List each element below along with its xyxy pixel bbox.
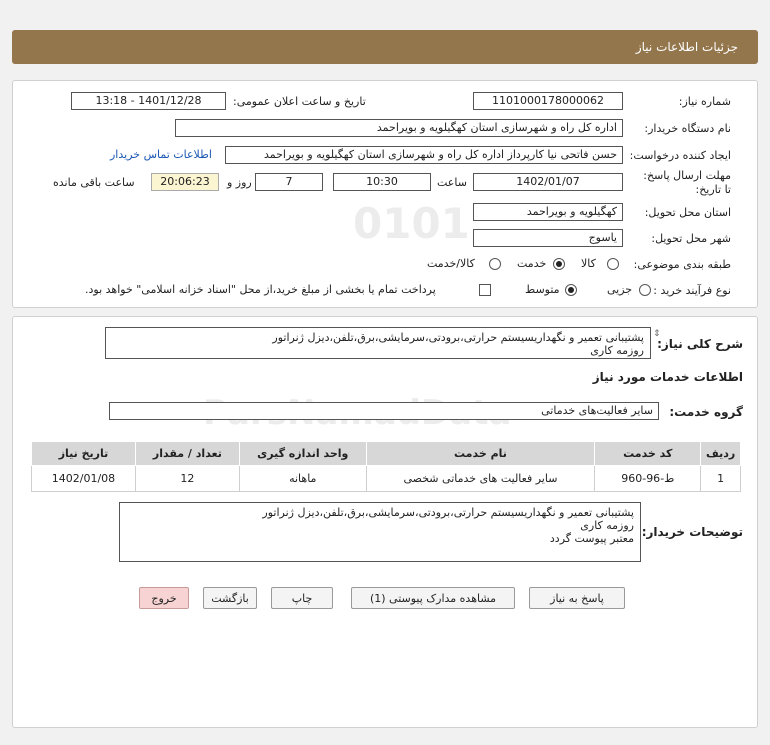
buyer-notes-line-1: پشتیبانی تعمیر و نگهداریسیستم حرارتی،برودتی،سرمایشی،برق،تلفن،دیزل ژنراتور — [262, 506, 634, 519]
remaining-label: ساعت باقی مانده — [53, 176, 135, 189]
deadline-date-field[interactable]: 1402/01/07 — [473, 173, 623, 191]
category-radio-goods-service[interactable] — [489, 258, 501, 270]
treasury-payment-checkbox[interactable] — [479, 284, 491, 296]
process-radio-medium[interactable] — [565, 284, 577, 296]
col-service-name: نام خدمت — [366, 442, 595, 466]
province-label: استان محل تحویل: — [644, 206, 731, 219]
need-details-panel — [12, 316, 758, 728]
cell-service-name: سایر فعالیت های خدماتی شخصی — [366, 466, 595, 492]
announce-field[interactable]: 1401/12/28 - 13:18 — [71, 92, 226, 110]
process-label: نوع فرآیند خرید : — [653, 284, 731, 297]
col-unit: واحد اندازه گیری — [239, 442, 366, 466]
buyer-notes-line-2: روزمه کاری — [580, 519, 634, 532]
summary-textarea[interactable] — [105, 327, 651, 359]
page-header — [12, 30, 758, 64]
services-section-title: اطلاعات خدمات مورد نیاز — [592, 370, 743, 384]
category-option-goods: کالا — [581, 257, 596, 270]
summary-label: شرح کلی نیاز: — [657, 337, 743, 351]
days-field[interactable]: 7 — [255, 173, 323, 191]
table-header-row — [32, 442, 741, 466]
buyer-contact-link[interactable]: اطلاعات تماس خریدار — [110, 148, 212, 161]
buyer-notes-line-3: معتبر پیوست گردد — [549, 532, 634, 545]
process-radio-minor[interactable] — [639, 284, 651, 296]
buyer-org-label: نام دستگاه خریدار: — [644, 122, 731, 135]
page-title: جزئیات اطلاعات نیاز — [635, 40, 738, 54]
col-need-date: تاریخ نیاز — [32, 442, 136, 466]
category-radio-goods[interactable] — [607, 258, 619, 270]
need-info-panel — [12, 80, 758, 308]
province-field[interactable]: کهگیلویه و بویراحمد — [473, 203, 623, 221]
col-service-code: کد خدمت — [595, 442, 701, 466]
deadline-time-label: ساعت — [437, 176, 467, 189]
resize-handle-icon[interactable]: ⇕ — [653, 329, 661, 339]
view-attachments-button[interactable]: مشاهده مدارک پیوستی (1) — [351, 587, 515, 609]
service-group-field[interactable]: سایر فعالیت‌های خدماتی — [109, 402, 659, 420]
category-label: طبقه بندی موضوعی: — [633, 258, 731, 271]
category-option-goods-service: کالا/خدمت — [427, 257, 475, 270]
process-option-medium: متوسط — [525, 283, 560, 296]
category-option-service: خدمت — [517, 257, 547, 270]
buyer-org-field[interactable]: اداره کل راه و شهرسازی استان کهگیلویه و بویراحمد — [175, 119, 623, 137]
col-row: ردیف — [701, 442, 741, 466]
remaining-time-field: 20:06:23 — [151, 173, 219, 191]
summary-line-2: روزمه کاری — [590, 344, 644, 357]
exit-button[interactable]: خروج — [139, 587, 189, 609]
treasury-payment-note: پرداخت تمام یا بخشی از مبلغ خرید،از محل "اسناد خزانه اسلامی" خواهد بود. — [85, 283, 436, 296]
reply-button[interactable]: پاسخ به نیاز — [529, 587, 625, 609]
back-button[interactable]: بازگشت — [203, 587, 257, 609]
cell-unit: ماهانه — [239, 466, 366, 492]
days-label: روز و — [227, 176, 252, 189]
deadline-label: مهلت ارسال پاسخ: تا تاریخ: — [643, 169, 731, 196]
table-row — [32, 466, 741, 492]
services-table — [31, 441, 741, 492]
deadline-time-field[interactable]: 10:30 — [333, 173, 431, 191]
category-radio-service[interactable] — [553, 258, 565, 270]
announce-label: تاریخ و ساعت اعلان عمومی: — [233, 95, 366, 108]
summary-line-1: پشتیبانی تعمیر و نگهداریسیستم حرارتی،برودتی،سرمایشی،برق،تلفن،دیزل ژنراتور — [272, 331, 644, 344]
creator-label: ایجاد کننده درخواست: — [629, 149, 731, 162]
watermark: 0101 — [353, 199, 470, 248]
service-group-label: گروه خدمت: — [669, 405, 743, 419]
process-option-minor: جزیی — [607, 283, 633, 296]
city-label: شهر محل تحویل: — [651, 232, 731, 245]
buyer-notes-label: توضیحات خریدار: — [641, 525, 743, 539]
cell-need-date: 1402/01/08 — [32, 466, 136, 492]
col-quantity: تعداد / مقدار — [135, 442, 239, 466]
cell-quantity: 12 — [135, 466, 239, 492]
buyer-notes-textarea[interactable] — [119, 502, 641, 562]
cell-row: 1 — [701, 466, 741, 492]
print-button[interactable]: چاپ — [271, 587, 333, 609]
cell-service-code: ط-96-960 — [595, 466, 701, 492]
need-number-label: شماره نیاز: — [678, 95, 731, 108]
need-number-field[interactable]: 1101000178000062 — [473, 92, 623, 110]
creator-field[interactable]: حسن فاتحی نیا کارپرداز اداره کل راه و شهرسازی استان کهگیلویه و بویراحمد — [225, 146, 623, 164]
city-field[interactable]: یاسوج — [473, 229, 623, 247]
